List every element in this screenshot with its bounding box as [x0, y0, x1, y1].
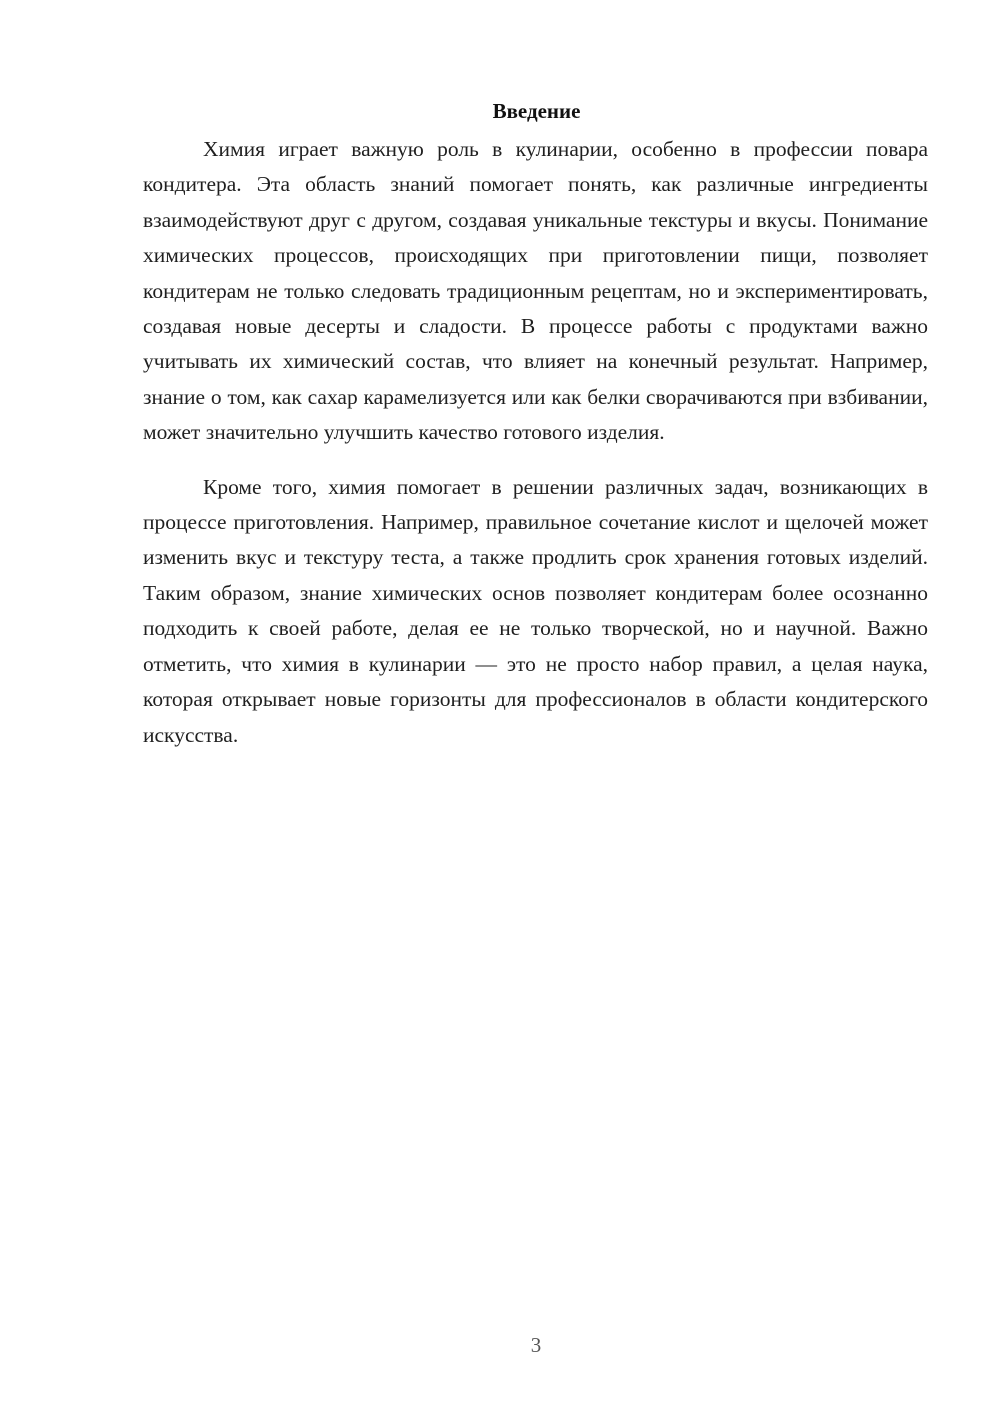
section-title: Введение	[492, 99, 581, 123]
paragraph-2: Кроме того, химия помогает в решении различных задач, возникающих в процессе приготовления. Например, правильное сочетание кислот и щелочей может изменить вкус и текстуру теста, а также продлить срок хранения готовых изделий. Таким образом, знание химических основ позволяет кондитерам более осознанно подходить к своей работе, делая ее не только творческой, но и научной. Важно отметить, что химия в кулинарии — это не просто набор правил, а целая наука, которая открывает новые горизонты для профессионалов в области кондитерского искусства.	[143, 474, 928, 747]
paragraph-1: Химия играет важную роль в кулинарии, особенно в профессии повара кондитера. Эта область знаний помогает понять, как различные ингредиенты взаимодействуют друг с другом, создавая уникальные текстуры и вкусы. Понимание химических процессов, происходящих при приготовлении пищи, позволяет кондитерам не только следовать традиционным рецептам, но и экспериментировать, создавая новые десерты и сладости. В процессе работы с продуктами важно учитывать их химический состав, что влияет на конечный результат. Например, знание о том, как сахар карамелизуется или как белки сворачиваются при взбивании, может значительно улучшить качество готового изделия.	[143, 137, 928, 445]
page-number: 3	[530, 1333, 542, 1357]
page-content	[143, 96, 928, 753]
